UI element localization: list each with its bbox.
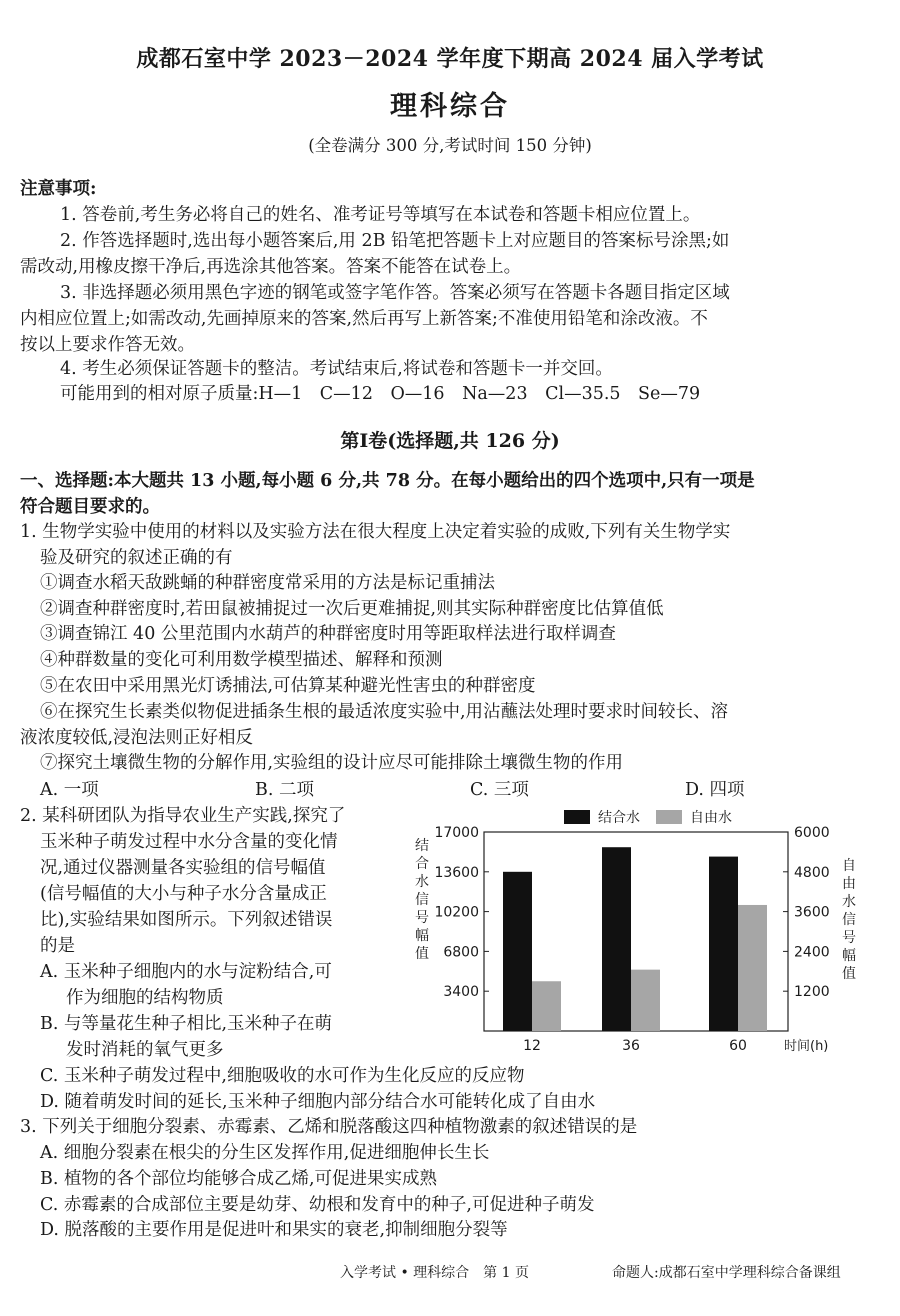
subject-title: 理科综合 (390, 91, 510, 122)
right-axis-label: 号 (842, 930, 856, 946)
right-axis-tick-label: 6000 (794, 825, 830, 841)
notice-line: 按以上要求作答无效。 (20, 335, 195, 355)
q1-item: ④种群数量的变化可利用数学模型描述、解释和预测 (40, 650, 443, 670)
q1-item: ①调查水稻天敌跳蛹的种群密度常采用的方法是标记重捕法 (40, 573, 495, 593)
right-axis-label: 由 (842, 876, 856, 892)
q1-stem-cont: 验及研究的叙述正确的有 (40, 548, 233, 568)
q1-item: ③调查锦江 40 公里范围内水葫芦的种群密度时用等距取样法进行取样调查 (40, 624, 616, 644)
right-axis-label: 水 (842, 894, 856, 910)
left-axis-tick-label: 6800 (443, 944, 479, 961)
q1-stem-text: 1. 生物学实验中使用的材料以及实验方法在很大程度上决定着实验的成败,下列有关生物学实 (20, 522, 731, 542)
left-axis-tick-label: 13600 (434, 864, 479, 881)
water-signal-chart (408, 800, 868, 1062)
atomic-mass-line: 可能用到的相对原子质量:H—1 C—12 O—16 Na—23 Cl—35.5 Se—79 (60, 384, 701, 404)
notice-line: 4. 考生必须保证答题卡的整洁。考试结束后,将试卷和答题卡一并交回。 (60, 359, 613, 379)
q1-option-d: D. 四项 (685, 780, 745, 800)
q2-stem: 玉米种子萌发过程中水分含量的变化情 (40, 832, 338, 852)
q1-item: ②调查种群密度时,若田鼠被捕捉过一次后更难捕捉,则其实际种群密度比估算值低 (40, 599, 664, 619)
notice-line: 2. 作答选择题时,选出每小题答案后,用 2B 铅笔把答题卡上对应题目的答案标号涂黑;如 (60, 231, 730, 251)
q2-option-b-cont: 发时消耗的氧气更多 (66, 1040, 224, 1060)
bound-water-bar (602, 847, 631, 1031)
left-axis-tick-label: 3400 (443, 984, 479, 1001)
q2-option-d: D. 随着萌发时间的延长,玉米种子细胞内部分结合水可能转化成了自由水 (40, 1092, 596, 1112)
legend-label-bound-water: 结合水 (598, 810, 640, 826)
q1-option-b: B. 二项 (255, 780, 314, 800)
left-axis-label: 水 (415, 874, 429, 890)
free-water-bar (532, 981, 561, 1031)
free-water-bar (631, 970, 660, 1031)
q2-option-a: A. 玉米种子细胞内的水与淀粉结合,可 (40, 962, 332, 982)
left-axis-label: 合 (415, 856, 429, 872)
free-water-bar (738, 905, 767, 1031)
left-axis-label: 信 (415, 892, 429, 908)
right-axis-label: 值 (842, 966, 856, 982)
q3-option-b: B. 植物的各个部位均能够合成乙烯,可促进果实成熟 (40, 1169, 438, 1189)
q2-option-b: B. 与等量花生种子相比,玉米种子在萌 (40, 1014, 333, 1034)
q1-stem (20, 519, 730, 545)
q3-option-c: C. 赤霉素的合成部位主要是幼芽、幼根和发育中的种子,可促进种子萌发 (40, 1195, 595, 1215)
q2-stem: 比),实验结果如图所示。下列叙述错误 (40, 910, 333, 930)
section-title: 第Ⅰ卷(选择题,共 126 分) (340, 430, 560, 452)
right-axis-label: 自 (842, 858, 856, 874)
left-axis-label: 幅 (415, 928, 429, 944)
chart-svg (408, 800, 868, 1062)
x-axis-label: 时间(h) (784, 1039, 829, 1054)
q1-item: ⑥在探究生长素类似物促进插条生根的最适浓度实验中,用沾蘸法处理时要求时间较长、溶 (40, 702, 729, 722)
q2-stem: 的是 (40, 936, 75, 956)
right-axis-tick-label: 4800 (794, 864, 830, 881)
q1-item: 液浓度较低,浸泡法则正好相反 (20, 728, 254, 748)
right-axis-tick-label: 3600 (794, 904, 830, 921)
legend-swatch-free-water (656, 810, 682, 824)
right-axis-tick-label: 1200 (794, 984, 830, 1001)
q2-stem: (信号幅值的大小与种子水分含量成正 (40, 884, 327, 904)
q1-item: ⑦探究土壤微生物的分解作用,实验组的设计应尽可能排除土壤微生物的作用 (40, 753, 624, 773)
section-instruction: 一、选择题:本大题共 13 小题,每小题 6 分,共 78 分。在每小题给出的四个选项中,只有一项是 (20, 471, 755, 491)
left-axis-tick-label: 17000 (434, 825, 479, 841)
right-axis-label: 信 (842, 912, 856, 928)
q2-stem: 2. 某科研团队为指导农业生产实践,探究了 (20, 806, 346, 826)
q3-stem: 3. 下列关于细胞分裂素、赤霉素、乙烯和脱落酸这四种植物激素的叙述错误的是 (20, 1117, 638, 1137)
x-axis-tick-label: 60 (729, 1038, 747, 1054)
legend-label-free-water: 自由水 (690, 810, 732, 826)
footer-page-info: 入学考试 • 理科综合 第 1 页 (340, 1265, 529, 1281)
notice-line: 1. 答卷前,考生务必将自己的姓名、准考证号等填写在本试卷和答题卡相应位置上。 (60, 205, 701, 225)
q1-options (40, 776, 860, 802)
exam-title: 成都石室中学 2023－2024 学年度下期高 2024 届入学考试 (136, 46, 764, 72)
q3-option-a: A. 细胞分裂素在根尖的分生区发挥作用,促进细胞伸长生长 (40, 1143, 490, 1163)
bound-water-bar (709, 857, 738, 1031)
q2-stem: 况,通过仪器测量各实验组的信号幅值 (40, 858, 326, 878)
q1-item: ⑤在农田中采用黑光灯诱捕法,可估算某种避光性害虫的种群密度 (40, 676, 536, 696)
q3-option-d: D. 脱落酸的主要作用是促进叶和果实的衰老,抑制细胞分裂等 (40, 1220, 508, 1240)
notice-line: 3. 非选择题必须用黑色字迹的钢笔或签字笔作答。答案必须写在答题卡各题目指定区域 (60, 283, 730, 303)
bound-water-bar (503, 872, 532, 1031)
notice-heading: 注意事项: (20, 179, 97, 199)
left-axis-label: 值 (415, 946, 429, 962)
q2-option-c: C. 玉米种子萌发过程中,细胞吸收的水可作为生化反应的反应物 (40, 1066, 525, 1086)
right-axis-label: 幅 (842, 948, 856, 964)
q1-option-a: A. 一项 (40, 780, 99, 800)
left-axis-tick-label: 10200 (434, 904, 479, 921)
left-axis-label: 号 (415, 910, 429, 926)
notice-line: 内相应位置上;如需改动,先画掉原来的答案,然后再写上新答案;不准使用铅笔和涂改液。不 (20, 309, 708, 329)
left-axis-label: 结 (415, 838, 429, 854)
notice-line: 需改动,用橡皮擦干净后,再选涂其他答案。答案不能答在试卷上。 (20, 257, 522, 277)
x-axis-tick-label: 12 (523, 1038, 541, 1054)
q2-option-a-cont: 作为细胞的结构物质 (66, 988, 224, 1008)
right-axis-tick-label: 2400 (794, 944, 830, 961)
legend-swatch-bound-water (564, 810, 590, 824)
x-axis-tick-label: 36 (622, 1038, 640, 1054)
section-instruction: 符合题目要求的。 (20, 497, 160, 517)
footer-author: 命题人:成都石室中学理科综合备课组 (612, 1265, 841, 1281)
exam-info: (全卷满分 300 分,考试时间 150 分钟) (308, 136, 592, 155)
q1-option-c: C. 三项 (470, 780, 529, 800)
